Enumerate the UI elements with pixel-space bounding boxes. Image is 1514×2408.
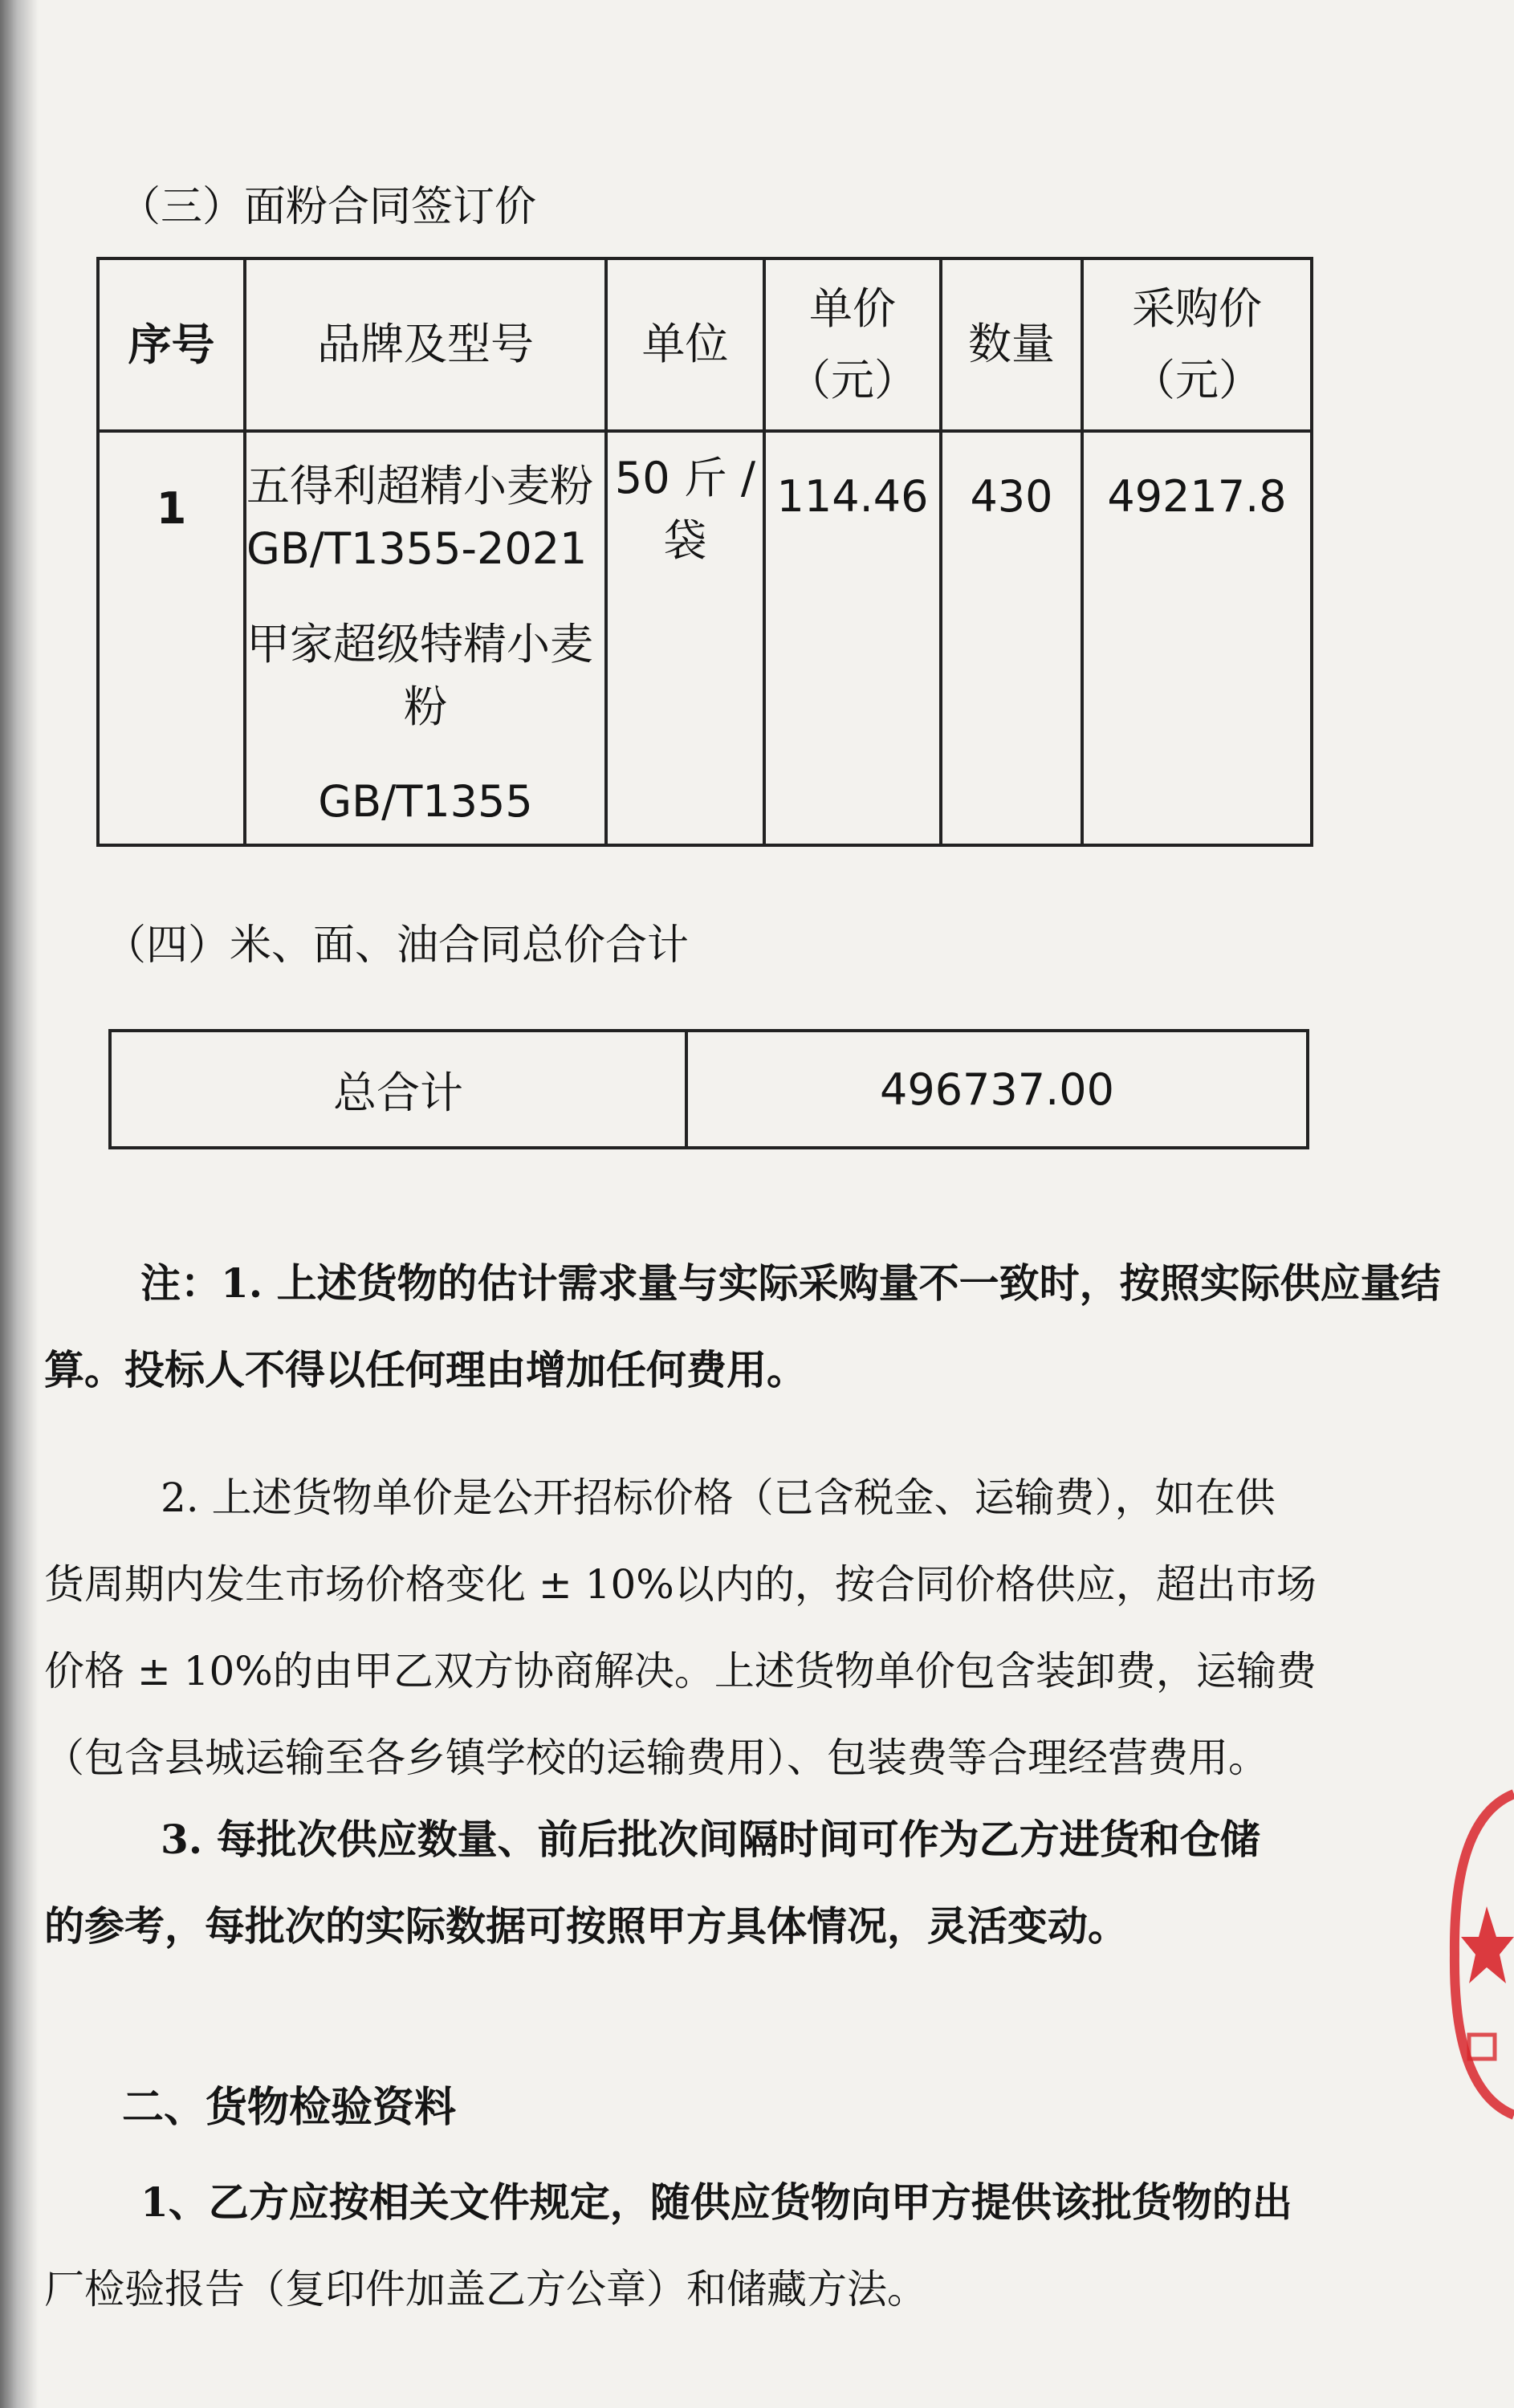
- brand-line-3: 甲家超级特精小麦: [246, 618, 593, 669]
- note-2-line-3: 价格 ± 10%的由甲乙双方协商解决。上述货物单价包含装卸费，运输费: [44, 1648, 1317, 1694]
- brand-line-4: 粉: [404, 681, 447, 732]
- note-1-line-2: 算。投标人不得以任何理由增加任何费用。: [44, 1346, 807, 1393]
- total-table: [108, 1029, 1309, 1149]
- stamp-star: [1461, 1906, 1514, 1983]
- row-unit: [606, 431, 764, 845]
- header-purchase-price: [1082, 258, 1312, 431]
- note-1: [44, 1240, 1441, 1413]
- flour-price-table: [96, 257, 1313, 847]
- section-three-title: （三）面粉合同签订价: [119, 183, 537, 231]
- total-row: [110, 1031, 1308, 1148]
- table-row: [98, 431, 1312, 845]
- section-goods-inspection-title: 二、货物检验资料: [122, 2083, 457, 2132]
- brand-line-5: GB/T1355: [318, 776, 533, 828]
- row-purchase-price: 49217.8: [1082, 431, 1312, 845]
- header-purchase-price-line1: 采购价: [1132, 283, 1262, 335]
- row-seq: 1: [98, 431, 245, 845]
- header-qty: 数量: [941, 258, 1082, 431]
- brand-line-2: GB/T1355-2021: [246, 523, 588, 575]
- brand-line-1: 五得利超精小麦粉: [246, 461, 593, 511]
- row-qty: 430: [941, 431, 1082, 845]
- section-four-title: （四）米、面、油合同总价合计: [104, 921, 690, 970]
- row-unit-price: 114.46: [764, 431, 941, 845]
- red-seal-stamp: [1445, 1786, 1514, 2123]
- page-edge-shadow: [0, 0, 39, 2408]
- note-3-line-1: 3. 每批次供应数量、前后批次间隔时间可作为乙方进货和仓储: [161, 1816, 1260, 1863]
- note-3: [44, 1796, 1425, 1970]
- inspection-line-2: 厂检验报告（复印件加盖乙方公章）和储藏方法。: [44, 2266, 927, 2312]
- inspection-line-1: 1、乙方应按相关文件规定，随供应货物向甲方提供该批货物的出: [140, 2178, 1292, 2226]
- header-unit-price-line1: 单价: [809, 283, 896, 335]
- note-2-line-1: 2. 上述货物单价是公开招标价格（已含税金、运输费），如在供: [161, 1474, 1276, 1521]
- header-unit: 单位: [606, 258, 764, 431]
- inspection-paragraph: [44, 2159, 1425, 2333]
- unit-line-2: 袋: [663, 515, 707, 567]
- header-unit-price: [764, 258, 941, 431]
- header-brand: 品牌及型号: [245, 258, 606, 431]
- header-unit-price-line2: （元）: [788, 354, 918, 405]
- stamp-mark: [1469, 2035, 1495, 2059]
- note-2: [44, 1454, 1425, 1801]
- unit-line-1: 50 斤 /: [614, 453, 756, 503]
- header-purchase-price-line2: （元）: [1132, 354, 1262, 405]
- note-2-line-2: 货周期内发生市场价格变化 ± 10%以内的，按合同价格供应，超出市场: [44, 1561, 1317, 1608]
- header-seq: 序号: [98, 258, 245, 431]
- table-header-row: [98, 258, 1312, 431]
- total-value: 496737.00: [686, 1031, 1308, 1148]
- note-3-line-2: 的参考，每批次的实际数据可按照甲方具体情况，灵活变动。: [44, 1902, 1128, 1950]
- note-2-line-4: （包含县城运输至各乡镇学校的运输费用）、包装费等合理经营费用。: [44, 1735, 1268, 1781]
- row-brand: [245, 431, 606, 845]
- note-1-line-1: 注：1. 上述货物的估计需求量与实际采购量不一致时，按照实际供应量结: [140, 1259, 1441, 1307]
- total-label: 总合计: [110, 1031, 686, 1148]
